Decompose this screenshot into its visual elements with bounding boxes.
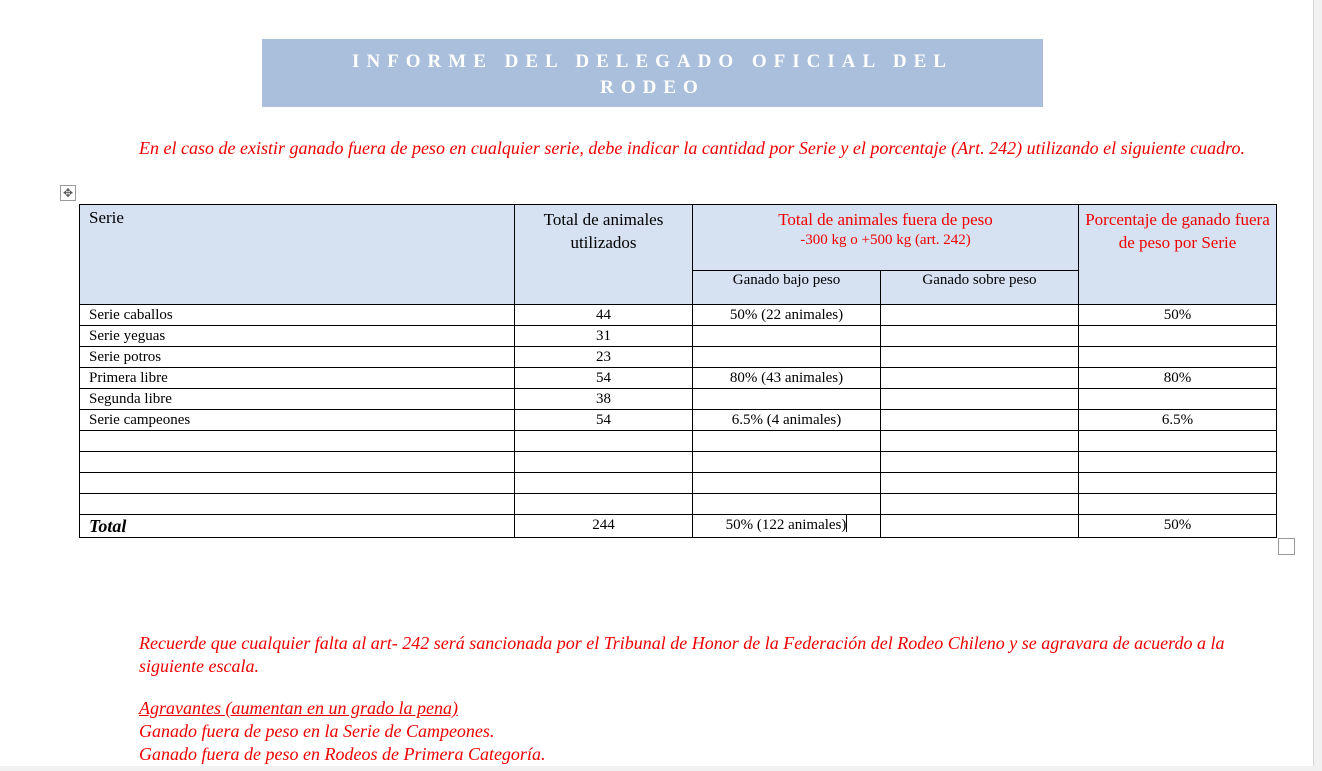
table-row — [80, 368, 1277, 389]
cell-serie[interactable]: Serie campeones — [80, 410, 515, 431]
cell-porcentaje[interactable] — [1079, 473, 1277, 494]
cell-porcentaje[interactable] — [1079, 389, 1277, 410]
cell-total[interactable] — [515, 431, 693, 452]
cell-bajo-peso[interactable] — [693, 473, 881, 494]
cell-sobre-peso[interactable] — [881, 410, 1079, 431]
cell-bajo-peso[interactable]: 6.5% (4 animales) — [693, 410, 881, 431]
table-move-handle-icon[interactable]: ✥ — [60, 185, 76, 201]
table-total-row — [80, 515, 1277, 538]
total-porcentaje[interactable]: 50% — [1079, 515, 1277, 538]
cell-total[interactable] — [515, 473, 693, 494]
cell-serie[interactable] — [80, 473, 515, 494]
table-row — [80, 494, 1277, 515]
title-line-2: RODEO — [600, 77, 705, 98]
table-row — [80, 452, 1277, 473]
header-sobre-peso[interactable]: Ganado sobre peso — [881, 271, 1079, 305]
cell-porcentaje[interactable] — [1079, 431, 1277, 452]
cell-serie[interactable] — [80, 431, 515, 452]
cell-bajo-peso[interactable] — [693, 431, 881, 452]
cell-sobre-peso[interactable] — [881, 389, 1079, 410]
cell-sobre-peso[interactable] — [881, 368, 1079, 389]
cell-sobre-peso[interactable] — [881, 431, 1079, 452]
text-cursor — [846, 515, 847, 532]
cell-porcentaje[interactable] — [1079, 347, 1277, 368]
sanction-note: Recuerde que cualquier falta al art- 242 será sancionada por el Tribunal de Honor de la Federación del Rodeo Chileno y se agravara de acuerdo a la siguiente escala. — [139, 633, 1225, 676]
cell-bajo-peso[interactable] — [693, 389, 881, 410]
cell-sobre-peso[interactable] — [881, 305, 1079, 326]
cell-porcentaje[interactable] — [1079, 326, 1277, 347]
cell-bajo-peso[interactable] — [693, 452, 881, 473]
header-bajo-peso[interactable]: Ganado bajo peso — [693, 271, 881, 305]
cell-total[interactable]: 54 — [515, 410, 693, 431]
total-utilizados[interactable]: 244 — [515, 515, 693, 538]
cell-porcentaje[interactable]: 80% — [1079, 368, 1277, 389]
agravante-item: Ganado fuera de peso en la Serie de Campeones. — [139, 721, 495, 741]
table-row — [80, 347, 1277, 368]
total-label[interactable]: Total — [80, 515, 515, 538]
header-serie[interactable]: Serie — [80, 205, 515, 305]
cell-total[interactable]: 38 — [515, 389, 693, 410]
header-fuera-peso[interactable] — [693, 205, 1079, 271]
header-fuera-peso-sub: -300 kg o +500 kg (art. 242) — [800, 232, 971, 248]
overweight-table — [79, 204, 1277, 538]
table-resize-handle-icon[interactable] — [1278, 538, 1295, 555]
table-row — [80, 473, 1277, 494]
cell-porcentaje[interactable]: 6.5% — [1079, 410, 1277, 431]
cell-serie[interactable]: Serie caballos — [80, 305, 515, 326]
cell-serie[interactable]: Serie yeguas — [80, 326, 515, 347]
cell-total[interactable]: 54 — [515, 368, 693, 389]
cell-sobre-peso[interactable] — [881, 473, 1079, 494]
agravantes-section — [139, 697, 1249, 766]
table-row — [80, 389, 1277, 410]
cell-serie[interactable] — [80, 494, 515, 515]
cell-total[interactable]: 44 — [515, 305, 693, 326]
intro-note: En el caso de existir ganado fuera de peso en cualquier serie, debe indicar la cantidad por Serie y el porcentaje (Art. 242) utilizando el siguiente cuadro. — [139, 138, 1245, 158]
cell-total[interactable] — [515, 452, 693, 473]
cell-serie[interactable]: Serie potros — [80, 347, 515, 368]
cell-serie[interactable]: Segunda libre — [80, 389, 515, 410]
table-row — [80, 410, 1277, 431]
total-bajo-peso-value: 50% (122 animales) — [725, 517, 847, 533]
cell-bajo-peso[interactable]: 80% (43 animales) — [693, 368, 881, 389]
total-bajo-peso[interactable] — [693, 515, 881, 538]
table-row — [80, 305, 1277, 326]
cell-porcentaje[interactable] — [1079, 494, 1277, 515]
agravantes-heading: Agravantes (aumentan en un grado la pena) — [139, 698, 458, 718]
agravante-item: Ganado fuera de peso en Rodeos de Primera Categoría. — [139, 744, 546, 764]
scroll-gutter — [1314, 0, 1322, 771]
cell-total[interactable] — [515, 494, 693, 515]
table-row — [80, 431, 1277, 452]
cell-serie[interactable] — [80, 452, 515, 473]
title-line-1: INFORME DEL DELEGADO OFICIAL DEL — [352, 51, 953, 72]
bottom-gutter — [0, 766, 1322, 771]
cell-bajo-peso[interactable]: 50% (22 animales) — [693, 305, 881, 326]
cell-sobre-peso[interactable] — [881, 494, 1079, 515]
cell-sobre-peso[interactable] — [881, 452, 1079, 473]
header-total-utilizados[interactable]: Total de animales utilizados — [515, 205, 693, 305]
table-row — [80, 326, 1277, 347]
cell-porcentaje[interactable]: 50% — [1079, 305, 1277, 326]
cell-porcentaje[interactable] — [1079, 452, 1277, 473]
header-fuera-peso-label: Total de animales fuera de peso — [778, 210, 993, 229]
cell-total[interactable]: 31 — [515, 326, 693, 347]
cell-bajo-peso[interactable] — [693, 347, 881, 368]
cell-bajo-peso[interactable] — [693, 326, 881, 347]
cell-sobre-peso[interactable] — [881, 326, 1079, 347]
cell-total[interactable]: 23 — [515, 347, 693, 368]
total-sobre-peso[interactable] — [881, 515, 1079, 538]
cell-sobre-peso[interactable] — [881, 347, 1079, 368]
cell-bajo-peso[interactable] — [693, 494, 881, 515]
cell-serie[interactable]: Primera libre — [80, 368, 515, 389]
header-porcentaje[interactable]: Porcentaje de ganado fuera de peso por Serie — [1079, 205, 1277, 305]
document-title — [262, 39, 1043, 107]
